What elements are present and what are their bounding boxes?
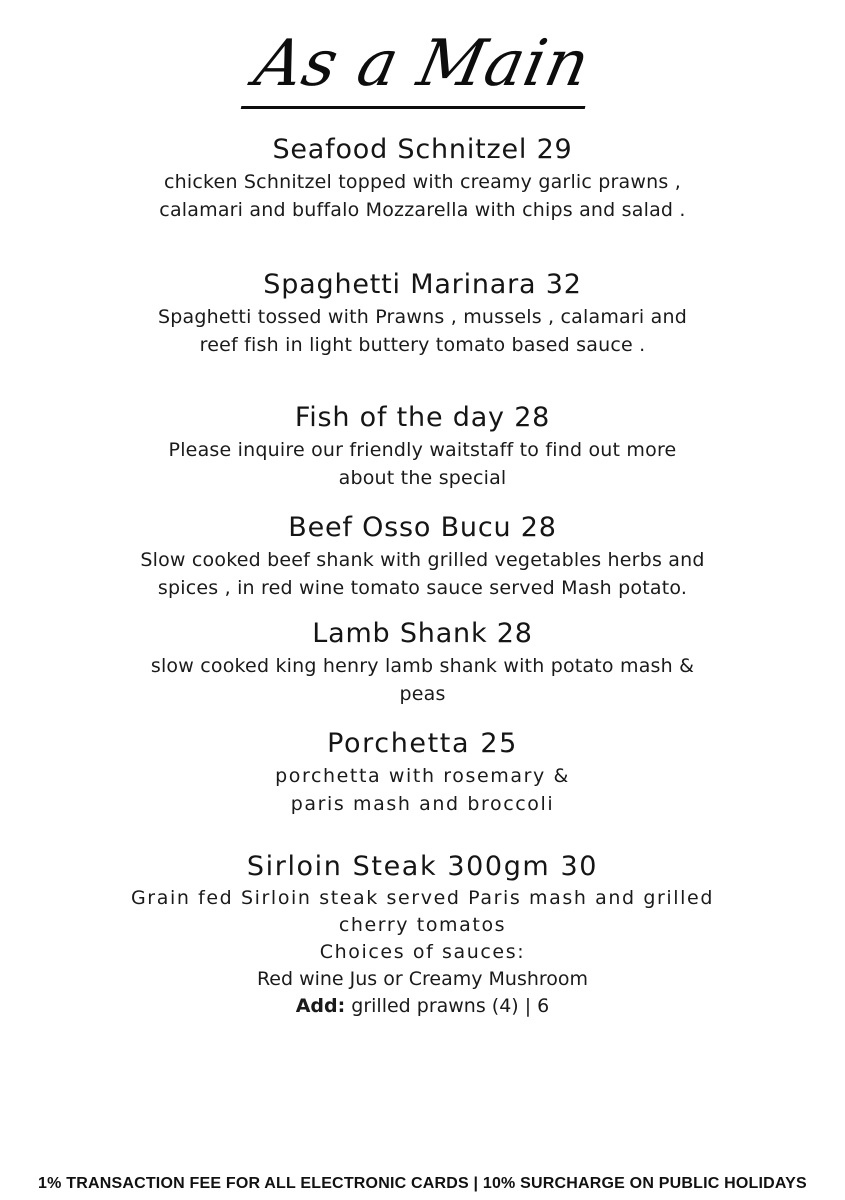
menu-title-wrap <box>0 22 845 109</box>
menu-item-name: Sirloin Steak 300gm 30 <box>246 851 599 882</box>
menu-item-name: Porchetta 25 <box>327 728 518 759</box>
menu-item-description: chicken Schnitzel topped with creamy garlic prawns , calamari and buffalo Mozzarella with chips and salad . <box>159 171 686 221</box>
menu-item-seafood-schnitzel <box>0 134 845 224</box>
menu-item-fish-of-the-day <box>0 402 845 492</box>
menu-item-description: Spaghetti tossed with Prawns , mussels , calamari and reef fish in light buttery tomato based sauce . <box>158 306 687 356</box>
add-on-text: grilled prawns (4) | 6 <box>345 995 550 1017</box>
menu-item-name: Spaghetti Marinara 32 <box>263 269 582 300</box>
menu-item-name: Beef Osso Bucu 28 <box>288 512 557 543</box>
add-on-label: Add: <box>295 995 346 1017</box>
footer-notice: 1% TRANSACTION FEE FOR ALL ELECTRONIC CARDS | 10% SURCHARGE ON PUBLIC HOLIDAYS <box>38 1175 807 1192</box>
menu-title: As a Main <box>241 22 604 109</box>
menu-item-description: slow cooked king henry lamb shank with potato mash & peas <box>150 655 695 705</box>
menu-item-spaghetti-marinara <box>0 269 845 359</box>
sauce-choices: Red wine Jus or Creamy Mushroom <box>256 968 589 990</box>
menu-item-description: Grain fed Sirloin steak served Paris mash and grilled cherry tomatos <box>130 887 715 936</box>
menu-item-lamb-shank <box>0 618 845 708</box>
add-on-line <box>0 993 845 1020</box>
menu-item-porchetta <box>0 728 845 818</box>
sauce-choices-label: Choices of sauces: <box>319 941 526 963</box>
menu-item-description: Please inquire our friendly waitstaff to find out more about the special <box>168 439 677 489</box>
menu-item-sirloin-steak <box>0 851 845 1020</box>
menu-item-name: Seafood Schnitzel 29 <box>272 134 573 165</box>
menu-item-beef-osso-bucu <box>0 512 845 602</box>
menu-item-description: Slow cooked beef shank with grilled vegetables herbs and spices , in red wine tomato sauce served Mash potato. <box>140 549 705 599</box>
menu-item-description: porchetta with rosemary & paris mash and broccoli <box>275 765 570 815</box>
menu-item-name: Lamb Shank 28 <box>312 618 533 649</box>
menu-item-name: Fish of the day 28 <box>294 402 551 433</box>
